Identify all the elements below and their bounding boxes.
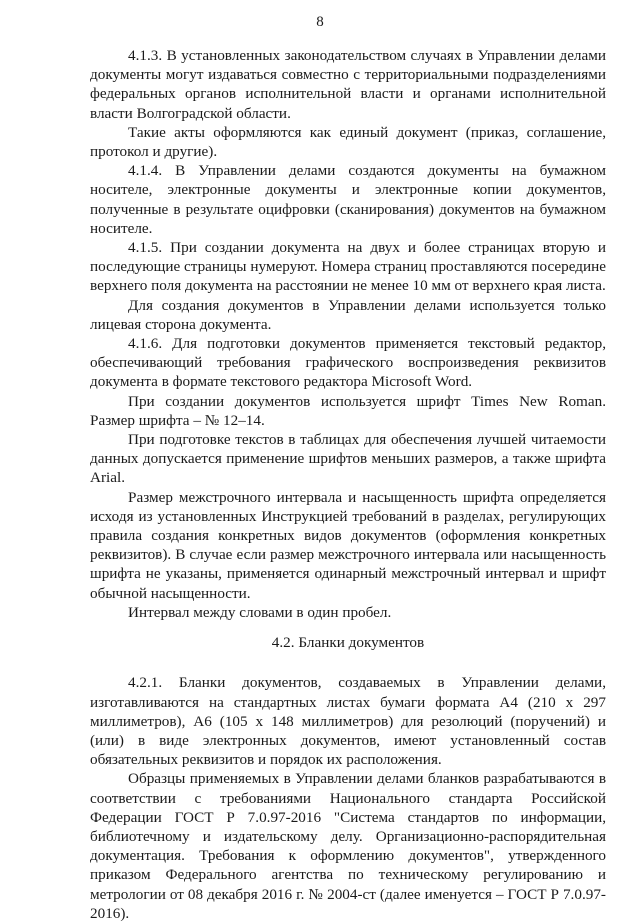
page-number: 8 [316,14,324,30]
paragraph-line-spacing: Размер межстрочного интервала и насыщенность шрифта определяется исходя из установленных Инструкцией требований в разделах, регулирующих правила создания конкретных видов документов (оформления конкретных реквизитов). В случае если размер межстрочного интервала или насыщенность шрифта не указаны, применяется одинарный межстрочный интервал и шрифт обычной насыщенности. [90,488,606,602]
paragraph-tables-font: При подготовке текстов в таблицах для обеспечения лучшей читаемости данных допускается применение шрифтов меньших размеров, а также шрифта Arial. [90,431,606,487]
paragraph-acts-format: Такие акты оформляются как единый документ (приказ, соглашение, протокол и другие). [90,123,606,161]
paragraph-4-2-1: 4.2.1. Бланки документов, создаваемых в Управлении делами, изготавливаются на стандартных листах бумаги формата А4 (210 х 297 миллиметров), А6 (105 х 148 миллиметров) для резолюций (поручений) и (или) в виде электронных документов, имеют установленный состав обязательных реквизитов и порядок их расположения. [90,674,606,769]
paragraph-blank-samples: Образцы применяемых в Управлении делами бланков разрабатываются в соответствии с требованиями Национального стандарта Российской Федерации ГОСТ Р 7.0.97-2016 "Система стандартов по информации, библиотечному и издательскому делу. Организационно-распорядительная документация. Требования к оформлению документов", утвержденного приказом Федерального агентства по техническому регулированию и метрологии от 08 декабря 2016 г. № 2004-ст (далее именуется – ГОСТ Р 7.0.97-2016). [90,770,606,922]
paragraph-font: При создании документов используется шрифт Times New Roman. Размер шрифта – № 12–14. [90,392,606,429]
paragraph-4-1-3: 4.1.3. В установленных законодательством случаях в Управлении делами документы могут издаваться совместно с территориальными подразделениями федеральных органов исполнительной власти и органами исполнительной власти Волгоградской области. [90,47,606,122]
section-heading: 4.2. Бланки документов [271,634,425,652]
paragraph-front-side: Для создания документов в Управлении делами используется только лицевая сторона документа. [90,296,606,333]
paragraph-word-spacing: Интервал между словами в один пробел. [128,603,392,621]
paragraph-4-1-5: 4.1.5. При создании документа на двух и более страницах вторую и последующие страницы нумеруют. Номера страниц проставляются посередине верхнего поля документа на расстоянии не менее 10 мм от верхнего края листа. [90,239,606,295]
paragraph-4-1-4: 4.1.4. В Управлении делами создаются документы на бумажном носителе, электронные документы и электронные копии документов, полученные в результате оцифровки (сканирования) документов на бумажном носителе. [90,162,606,237]
document-body [90,46,606,923]
paragraph-4-1-6: 4.1.6. Для подготовки документов применяется текстовый редактор, обеспечивающий требования графического воспроизведения реквизитов документа в формате текстового редактора Microsoft Word. [90,335,606,391]
